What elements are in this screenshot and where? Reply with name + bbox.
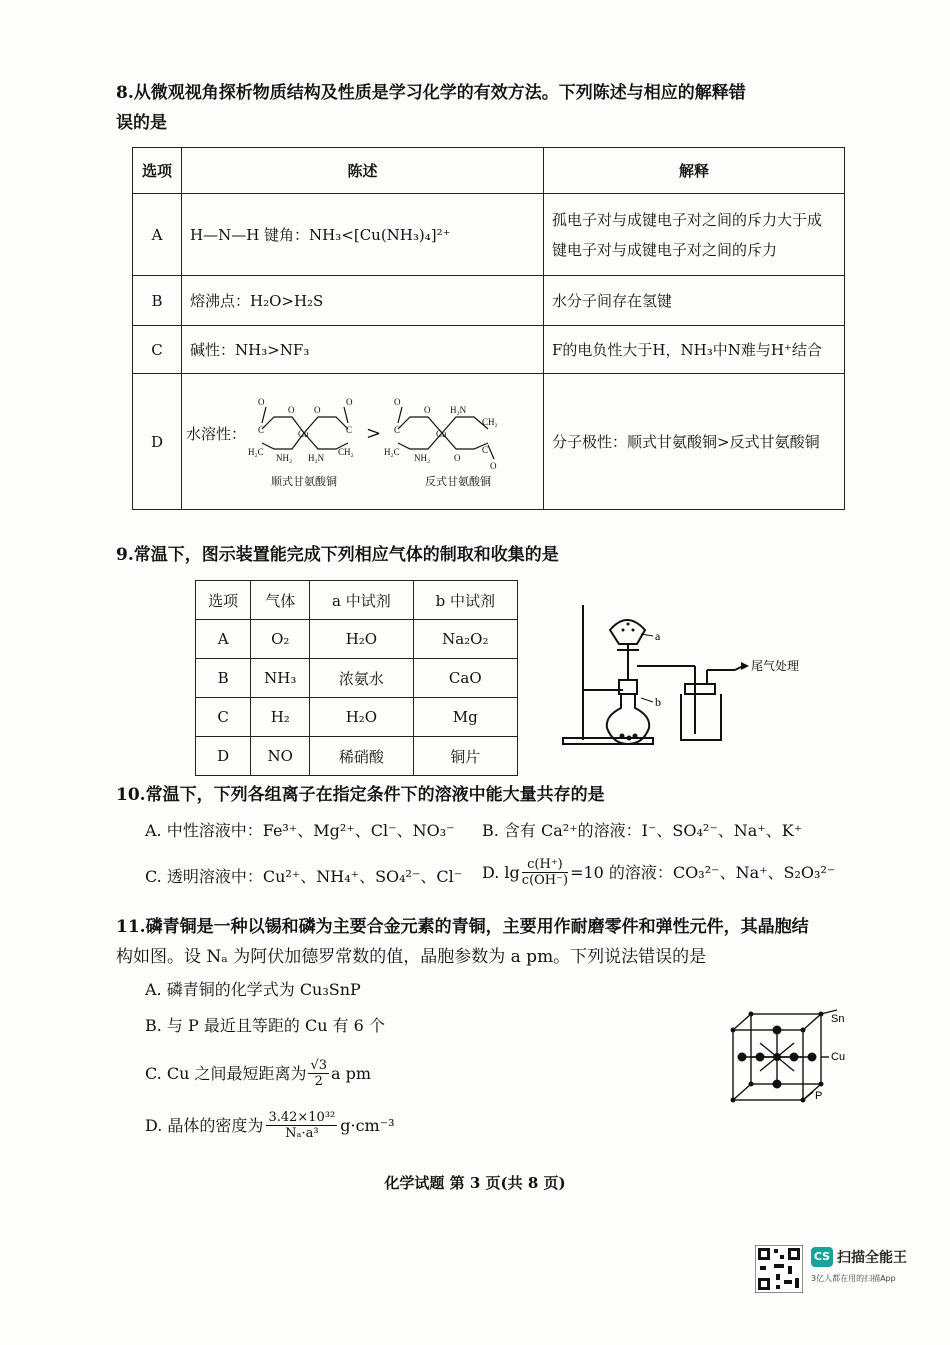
- q9-cell: 铜片: [413, 737, 517, 776]
- q8-line1: 8.从微观视角探析物质结构及性质是学习化学的有效方法。下列陈述与相应的解释错: [116, 83, 746, 103]
- q8-row-d-expl: 分子极性：顺式甘氨酸铜>反式甘氨酸铜: [544, 374, 845, 510]
- q11-option-d: [145, 1110, 395, 1141]
- svg-text:C: C: [346, 424, 353, 435]
- q9-cell: 稀硝酸: [310, 737, 413, 776]
- q9-cell: H₂O: [310, 698, 413, 737]
- q11-c-num: √3: [310, 1058, 328, 1073]
- svg-text:H₂C: H₂C: [248, 446, 264, 457]
- q10-option-b: B. 含有 Ca²⁺的溶液：I⁻、SO₄²⁻、Na⁺、K⁺: [482, 821, 803, 840]
- q9-cell: B: [196, 659, 251, 698]
- q8-row-a-opt: A: [133, 194, 182, 276]
- q8-row-d-stmt-cell: [182, 374, 544, 510]
- q10-option-d: [482, 857, 835, 888]
- camscanner-watermark: [755, 1245, 925, 1295]
- q11-option-b: B. 与 P 最近且等距的 Cu 有 6 个: [145, 1016, 385, 1035]
- page-footer: 化学试题 第 3 页(共 8 页): [384, 1174, 566, 1192]
- q8-line2: 误的是: [116, 113, 167, 133]
- svg-text:O: O: [346, 396, 353, 407]
- svg-text:C: C: [258, 424, 265, 435]
- crystal-label-cu: Cu: [831, 1051, 846, 1063]
- svg-text:NH₂: NH₂: [414, 452, 431, 463]
- apparatus-label-a: a: [655, 629, 661, 643]
- svg-text:C: C: [482, 444, 489, 455]
- q8-row-c-expl: F的电负性大于H，NH₃中N难与H⁺结合: [544, 326, 845, 374]
- q10-option-c: C. 透明溶液中：Cu²⁺、NH₄⁺、SO₄²⁻、Cl⁻: [145, 867, 463, 886]
- q10-d-post: =10 的溶液：CO₃²⁻、Na⁺、S₂O₃²⁻: [570, 862, 836, 882]
- q8-header-stmt: 陈述: [182, 148, 544, 194]
- svg-text:O: O: [288, 404, 295, 415]
- q8-header-expl: 解释: [544, 148, 845, 194]
- q8-row-b-opt: B: [133, 276, 182, 326]
- crystal-label-p: P: [815, 1090, 823, 1102]
- q9-cell: NH₃: [251, 659, 310, 698]
- q9-cell: O₂: [251, 620, 310, 659]
- q11-line1: 11.磷青铜是一种以锡和磷为主要合金元素的青铜，主要用作耐磨零件和弹性元件，其晶胞结: [116, 917, 809, 937]
- q10-d-num: c(H⁺): [522, 857, 568, 873]
- q11-d-den: Nₐ·a³: [285, 1126, 319, 1141]
- q9-header-opt: 选项: [196, 581, 251, 620]
- camscanner-slogan: 3亿人都在用的扫描App: [811, 1274, 896, 1283]
- cis-caption: 顺式甘氨酸铜: [271, 474, 337, 488]
- svg-text:CH₂: CH₂: [482, 416, 498, 427]
- svg-text:NH₂: NH₂: [276, 452, 293, 463]
- q11-c-pre: C. Cu 之间最短距离为: [145, 1063, 307, 1083]
- crystal-label-sn: Sn: [831, 1013, 845, 1025]
- q11-d-num: 3.42×10³²: [268, 1110, 336, 1125]
- svg-text:H₂N: H₂N: [308, 452, 325, 463]
- q10-d-pre: D. lg: [482, 862, 520, 882]
- q9-cell: CaO: [413, 659, 517, 698]
- q8-row-d-opt: D: [133, 374, 182, 510]
- q9-cell: NO: [251, 737, 310, 776]
- svg-text:H₂C: H₂C: [384, 446, 400, 457]
- q8-row-c-opt: C: [133, 326, 182, 374]
- trans-glycinate-structure: [384, 395, 502, 473]
- q9-table: [195, 580, 518, 776]
- svg-text:O: O: [394, 396, 401, 407]
- svg-text:O: O: [490, 460, 497, 471]
- q9-stem: 9.常温下，图示装置能完成下列相应气体的制取和收集的是: [116, 545, 559, 565]
- q9-cell: 浓氨水: [310, 659, 413, 698]
- q10-stem: 10.常温下，下列各组离子在指定条件下的溶液中能大量共存的是: [116, 785, 605, 805]
- q10-option-a: A. 中性溶液中：Fe³⁺、Mg²⁺、Cl⁻、NO₃⁻: [145, 821, 455, 840]
- q8-row-c-stmt: 碱性：NH₃>NF₃: [182, 326, 544, 374]
- q9-cell: H₂: [251, 698, 310, 737]
- q11-d-pre: D. 晶体的密度为: [145, 1115, 264, 1135]
- svg-text:O: O: [314, 404, 321, 415]
- svg-text:CH₂: CH₂: [338, 446, 354, 457]
- q9-cell: C: [196, 698, 251, 737]
- apparatus-label-b: b: [655, 695, 661, 709]
- q9-cell: A: [196, 620, 251, 659]
- camscanner-brand: 扫描全能王: [837, 1250, 907, 1266]
- q11-d-fraction: [266, 1110, 337, 1141]
- svg-text:Cu: Cu: [298, 428, 309, 439]
- q8-row-d-gt: >: [366, 423, 382, 444]
- camscanner-logo-icon: CS: [811, 1247, 833, 1267]
- q10-d-den: c(OH⁻): [521, 873, 569, 888]
- q8-row-d-stmt: 水溶性：: [186, 425, 247, 443]
- gas-apparatus-diagram: [555, 600, 805, 750]
- q8-row-b-stmt: 熔沸点：H₂O>H₂S: [182, 276, 544, 326]
- apparatus-label-tail: 尾气处理: [751, 659, 800, 673]
- q8-row-b-expl: 水分子间存在氢键: [544, 276, 845, 326]
- q9-cell: Mg: [413, 698, 517, 737]
- q11-d-post: g·cm⁻³: [340, 1115, 395, 1135]
- svg-text:C: C: [394, 424, 401, 435]
- q9-cell: D: [196, 737, 251, 776]
- q8-row-a-stmt: H—N—H 键角：NH₃<[Cu(NH₃)₄]²⁺: [182, 194, 544, 276]
- q10-d-fraction: [522, 857, 568, 888]
- q11-c-post: a pm: [331, 1063, 372, 1083]
- qr-code-icon: [755, 1245, 803, 1293]
- crystal-cell-diagram: [725, 1008, 855, 1103]
- q8-stem: [116, 78, 746, 138]
- q8-table: [132, 147, 845, 510]
- svg-text:O: O: [258, 396, 265, 407]
- q8-row-a-expl: 孤电子对与成键电子对之间的斥力大于成键电子对与成键电子对之间的斥力: [544, 194, 845, 276]
- q9-header-gas: 气体: [251, 581, 310, 620]
- trans-caption: 反式甘氨酸铜: [425, 474, 491, 488]
- svg-text:O: O: [454, 452, 461, 463]
- cis-glycinate-structure: [248, 395, 363, 473]
- q11-option-c: [145, 1058, 371, 1089]
- q9-cell: H₂O: [310, 620, 413, 659]
- q8-header-opt: 选项: [133, 148, 182, 194]
- q11-c-den: 2: [314, 1074, 323, 1089]
- svg-text:O: O: [424, 404, 431, 415]
- svg-text:H₂N: H₂N: [450, 404, 467, 415]
- q11-line2: 构如图。设 Nₐ 为阿伏加德罗常数的值，晶胞参数为 a pm。下列说法错误的是: [116, 947, 707, 967]
- q9-cell: Na₂O₂: [413, 620, 517, 659]
- q9-header-a: a 中试剂: [310, 581, 413, 620]
- q11-c-fraction: [308, 1058, 329, 1089]
- q11-stem: [116, 912, 809, 972]
- svg-text:Cu: Cu: [436, 428, 447, 439]
- q9-header-b: b 中试剂: [413, 581, 517, 620]
- q11-option-a: A. 磷青铜的化学式为 Cu₃SnP: [145, 980, 361, 999]
